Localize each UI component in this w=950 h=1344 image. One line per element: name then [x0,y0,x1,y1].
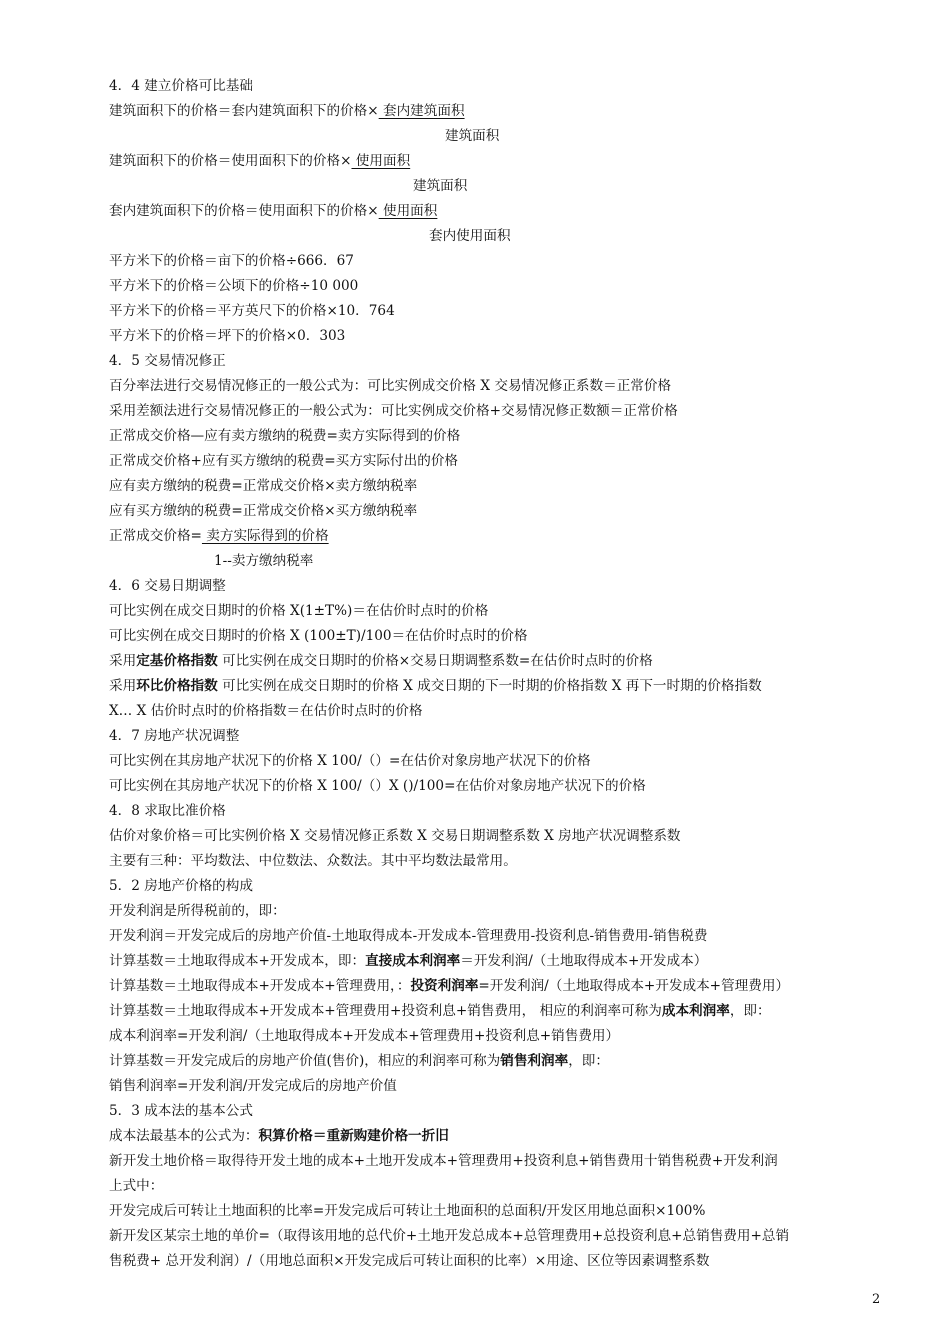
section-heading: 4．7 房地产状况调整 [109,728,240,744]
text-line: 新开发土地价格＝取得待开发土地的成本+土地开发成本+管理费用+投资利息+销售费用十销售税费+开发利润 [109,1153,778,1169]
bold-term: 定基价格指数 [136,653,218,669]
text-line [109,999,771,1023]
text-line: 售税费+ 总开发利润）/（用地总面积×开发完成后可转让面积的比率）×用途、区位等因素调整系数 [109,1253,710,1269]
text-line [109,1049,609,1073]
formula-line [109,99,465,123]
text-line: 开发利润是所得税前的，即： [109,903,286,919]
formula-line [109,524,329,548]
formula-denominator: 套内使用面积 [429,228,511,244]
text-line [109,1124,449,1148]
formula-lhs: 建筑面积下的价格＝套内建筑面积下的价格× [109,103,379,119]
text-line: 新开发区某宗土地的单价=（取得该用地的总代价+土地开发总成本+总管理费用+总投资利息+总销售费用+总销 [109,1228,790,1244]
text-line: 可比实例在其房地产状况下的价格 X 100/（）X ()/100=在估价对象房地产状况下的价格 [109,778,646,794]
formula-denominator: 1--卖方缴纳税率 [214,553,314,569]
text-span: ＝开发利润/（土地取得成本+开发成本） [460,953,708,969]
text-span: 采用 [109,678,137,694]
formula-numerator: 使用面积 [351,153,411,169]
text-span: 计算基数＝开发完成后的房地产价值(售价)，相应的利润率可称为 [109,1053,501,1069]
text-span: ，即： [729,1003,771,1019]
section-heading: 5．3 成本法的基本公式 [109,1103,253,1119]
page-number: 2 [872,1292,881,1307]
text-line: 百分率法进行交易情况修正的一般公式为：可比实例成交价格 X 交易情况修正系数＝正常价格 [109,378,672,394]
bold-term: 环比价格指数 [136,678,218,694]
section-heading: 4．5 交易情况修正 [109,353,226,369]
text-line: 主要有三种：平均数法、中位数法、众数法。其中平均数法最常用。 [109,853,517,869]
bold-term: 积算价格＝重新购建价格一折旧 [258,1128,449,1144]
formula-lhs: 正常成交价格= [109,528,202,544]
text-line [109,949,707,973]
formula-denominator: 建筑面积 [413,178,468,194]
text-line: 成本利润率=开发利润/（土地取得成本+开发成本+管理费用+投资利息+销售费用） [109,1028,620,1044]
text-line [109,974,789,998]
text-span: 采用 [109,653,137,669]
text-span: 成本法最基本的公式为： [109,1128,259,1144]
text-line: 开发完成后可转让土地面积的比率=开发完成后可转让土地面积的总面积/开发区用地总面积×100% [109,1203,706,1219]
section-heading: 4．4 建立价格可比基础 [109,78,253,94]
text-line: 应有卖方缴纳的税费=正常成交价格×卖方缴纳税率 [109,478,418,494]
text-line: 平方米下的价格＝亩下的价格÷666．67 [109,253,354,269]
text-line: 采用差额法进行交易情况修正的一般公式为：可比实例成交价格+交易情况修正数额＝正常价格 [109,403,678,419]
text-span: 计算基数＝土地取得成本+开发成本+管理费用，： [109,978,411,994]
bold-term: 成本利润率 [661,1003,730,1019]
formula-numerator: 套内建筑面积 [378,103,465,119]
section-heading: 4．6 交易日期调整 [109,578,226,594]
bold-term: 投资利润率 [410,978,479,994]
text-span: 可比实例在成交日期时的价格 X 成交日期的下一时期的价格指数 X 再下一时期的价格指数 [217,678,762,694]
section-heading: 5．2 房地产价格的构成 [109,878,253,894]
text-line: 上式中： [109,1178,164,1194]
text-span: ，即： [568,1053,609,1069]
bold-term: 销售利润率 [500,1053,569,1069]
section-heading: 4．8 求取比准价格 [109,803,226,819]
text-span: =开发利润/（土地取得成本+开发成本+管理费用） [478,978,790,994]
text-line: 销售利润率=开发利润/开发完成后的房地产价值 [109,1078,397,1094]
text-span: 计算基数＝土地取得成本+开发成本，即： [109,953,366,969]
text-line: 平方米下的价格＝公顷下的价格÷10 000 [109,278,359,294]
text-line: 估价对象价格＝可比实例价格 X 交易情况修正系数 X 交易日期调整系数 X 房地产状况调整系数 [109,828,681,844]
formula-numerator: 卖方实际得到的价格 [201,528,329,544]
text-line: 应有买方缴纳的税费=正常成交价格×买方缴纳税率 [109,503,418,519]
formula-line [109,199,437,223]
formula-numerator: 使用面积 [378,203,438,219]
text-line [109,649,653,673]
formula-denominator: 建筑面积 [445,128,500,144]
formula-line [109,149,410,173]
bold-term: 直接成本利润率 [365,953,461,969]
text-line: 可比实例在其房地产状况下的价格 X 100/（）=在估价对象房地产状况下的价格 [109,753,591,769]
formula-lhs: 建筑面积下的价格＝使用面积下的价格× [109,153,352,169]
text-span: 可比实例在成交日期时的价格×交易日期调整系数=在估价时点时的价格 [217,653,653,669]
text-line: 平方米下的价格＝坪下的价格×0．303 [109,328,346,344]
text-line: 正常成交价格+应有买方缴纳的税费=买方实际付出的价格 [109,453,459,469]
text-line: 开发利润＝开发完成后的房地产价值-土地取得成本-开发成本-管理费用-投资利息-销售费用-销售税费 [109,928,708,944]
formula-lhs: 套内建筑面积下的价格＝使用面积下的价格× [109,203,379,219]
text-line: 可比实例在成交日期时的价格 X(1±T%)＝在估价时点时的价格 [109,603,489,619]
text-line: 正常成交价格—应有卖方缴纳的税费=卖方实际得到的价格 [109,428,461,444]
text-line: 可比实例在成交日期时的价格 X (100±T)/100＝在估价时点时的价格 [109,628,528,644]
text-span: 计算基数＝土地取得成本+开发成本+管理费用+投资利息+销售费用， 相应的利润率可称为 [109,1003,662,1019]
text-line: 平方米下的价格＝平方英尺下的价格×10．764 [109,303,395,319]
text-line: X… X 估价时点时的价格指数＝在估价时点时的价格 [109,703,423,719]
text-line [109,674,762,698]
